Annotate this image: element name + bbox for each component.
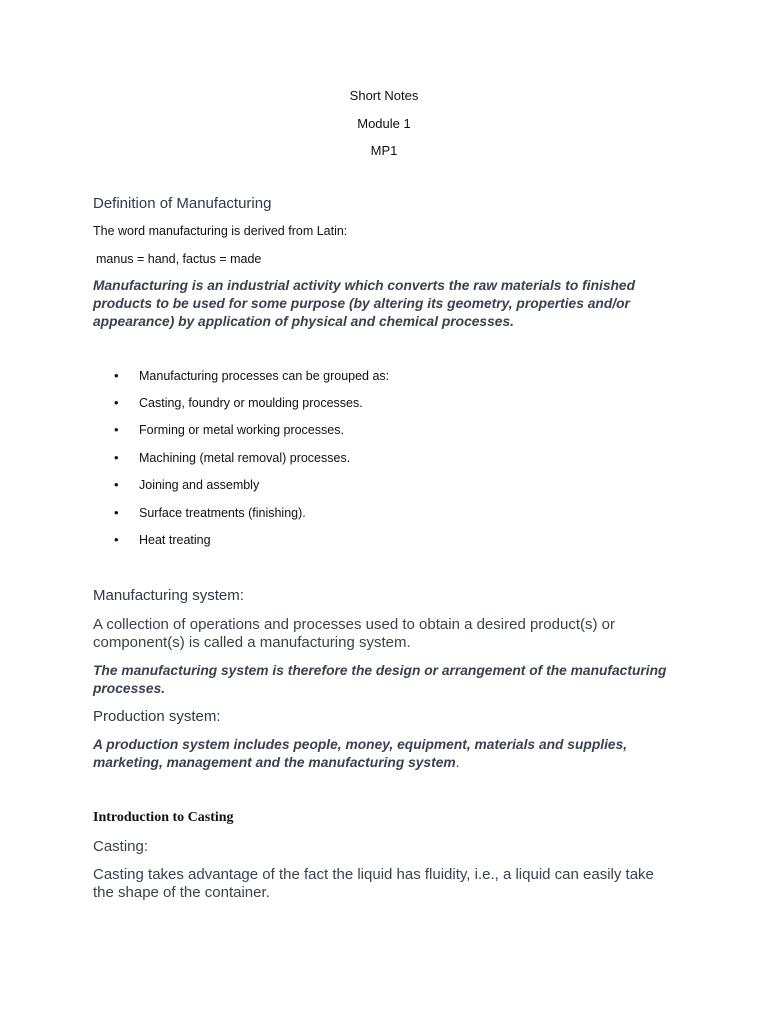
list-item-text: Machining (metal removal) processes.	[139, 451, 351, 465]
list-item-text: Manufacturing processes can be grouped as:	[139, 369, 390, 383]
bullet-icon	[114, 368, 139, 383]
manufacturing-system-paragraph: A collection of operations and processes used to obtain a desired product(s) or component(s) is called a manufacturing system.	[93, 616, 615, 651]
casting-paragraph: Casting takes advantage of the fact the liquid has fluidity, i.e., a liquid can easily take the shape of the container.	[93, 866, 654, 901]
bullet-icon	[114, 477, 139, 492]
header-code: MP1	[370, 143, 398, 158]
list-item	[114, 450, 350, 465]
bullet-icon	[114, 505, 139, 520]
manufacturing-system-emphasis: The manufacturing system is therefore the design or arrangement of the manufacturing processes.	[93, 663, 667, 696]
derived-line: The word manufacturing is derived from Latin:	[93, 224, 348, 238]
list-item	[114, 395, 363, 410]
list-item	[114, 477, 259, 492]
list-item-text: Casting, foundry or moulding processes.	[139, 396, 363, 410]
production-system-emphasis	[93, 736, 673, 772]
production-system-heading: Production system:	[93, 708, 221, 725]
manufacturing-system-heading: Manufacturing system:	[93, 587, 244, 604]
list-item	[114, 532, 211, 547]
list-item	[114, 505, 306, 520]
casting-heading: Introduction to Casting	[93, 810, 234, 825]
production-system-text: A production system includes people, money, equipment, materials and supplies, marketing, management and the manufacturing system	[93, 737, 628, 770]
definition-heading: Definition of Manufacturing	[93, 195, 272, 212]
latin-line: manus = hand, factus = made	[96, 252, 262, 266]
production-system-period: .	[455, 755, 460, 770]
list-item-text: Joining and assembly	[139, 478, 260, 492]
definition-paragraph: Manufacturing is an industrial activity which converts the raw materials to finished products to be used for some purpose (by altering its geometry, properties and/or appearance) by application of physical and chemical processes.	[93, 278, 636, 329]
bullet-icon	[114, 422, 139, 437]
list-item	[114, 368, 389, 383]
bullet-icon	[114, 532, 139, 547]
list-item-text: Surface treatments (finishing).	[139, 506, 306, 520]
bullet-icon	[114, 395, 139, 410]
list-item-text: Forming or metal working processes.	[139, 423, 344, 437]
list-item	[114, 422, 344, 437]
bullet-icon	[114, 450, 139, 465]
casting-subheading: Casting:	[93, 838, 149, 855]
header-module: Module 1	[357, 116, 411, 131]
list-item-text: Heat treating	[139, 533, 211, 547]
header-short-notes: Short Notes	[349, 88, 419, 103]
